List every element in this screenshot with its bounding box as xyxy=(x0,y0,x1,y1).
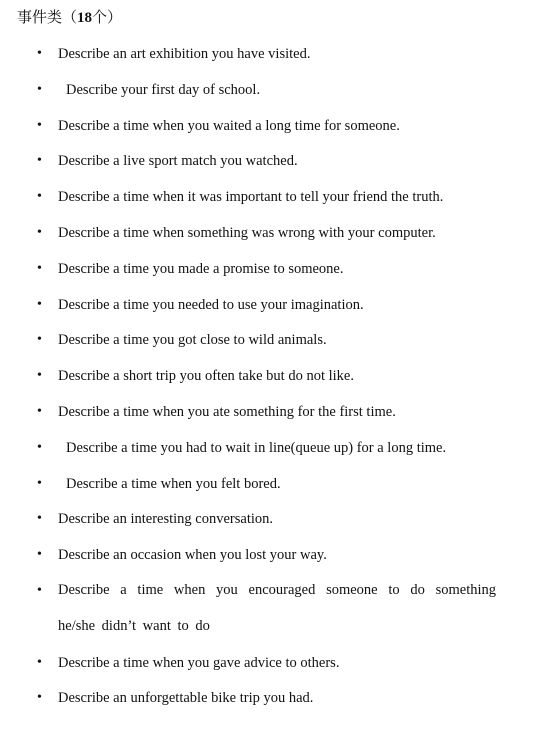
bullet-icon: • xyxy=(37,403,42,419)
list-item xyxy=(0,116,560,152)
list-item xyxy=(0,438,560,474)
bullet-icon: • xyxy=(37,582,42,598)
list-item-text: Describe a time when you ate something for the first time. xyxy=(58,403,396,420)
heading-suffix: 个） xyxy=(92,10,123,26)
list-item-text: Describe an unforgettable bike trip you had. xyxy=(58,690,314,707)
list-item xyxy=(0,80,560,116)
list-item-text: Describe a live sport match you watched. xyxy=(58,153,298,170)
list-item-text: Describe a short trip you often take but do not like. xyxy=(58,368,354,385)
list-item xyxy=(0,295,560,331)
list-item-text: Describe a time when something was wrong with your computer. xyxy=(58,224,436,241)
list-item xyxy=(0,223,560,259)
list-item xyxy=(0,509,560,545)
list-item-text: Describe your first day of school. xyxy=(66,81,261,98)
list-item-text: Describe a time when you encouraged someone to do something he/she didn’t want to do xyxy=(58,582,496,634)
list-item-text: Describe a time when you waited a long time for someone. xyxy=(58,117,400,134)
list-item xyxy=(0,151,560,187)
bullet-icon: • xyxy=(37,189,42,205)
section-heading xyxy=(17,8,122,28)
list-item xyxy=(0,581,560,653)
bullet-icon: • xyxy=(37,368,42,384)
bullet-icon: • xyxy=(37,654,42,670)
bullet-icon: • xyxy=(37,296,42,312)
list-item-text: Describe a time when you felt bored. xyxy=(66,475,281,492)
list-item-text: Describe an interesting conversation. xyxy=(58,511,274,528)
bullet-icon: • xyxy=(37,260,42,276)
list-item xyxy=(0,187,560,223)
topic-list xyxy=(0,44,560,724)
list-item-text: Describe a time you made a promise to someone. xyxy=(58,260,344,277)
bullet-icon: • xyxy=(37,475,42,491)
list-item xyxy=(0,474,560,510)
bullet-icon: • xyxy=(37,547,42,563)
list-item xyxy=(0,330,560,366)
list-item-text: Describe a time you got close to wild animals. xyxy=(58,332,327,349)
list-item xyxy=(0,402,560,438)
list-item xyxy=(0,366,560,402)
bullet-icon: • xyxy=(37,46,42,61)
list-item-text: Describe a time you needed to use your imagination. xyxy=(58,296,364,313)
list-item-text: Describe a time you had to wait in line(queue up) for a long time. xyxy=(66,439,447,456)
bullet-icon: • xyxy=(37,439,42,455)
list-item xyxy=(0,259,560,295)
bullet-icon: • xyxy=(37,81,42,97)
bullet-icon: • xyxy=(37,332,42,348)
list-item xyxy=(0,44,560,80)
bullet-icon: • xyxy=(37,511,42,527)
list-item-text: Describe an occasion when you lost your way. xyxy=(58,547,327,564)
bullet-icon: • xyxy=(37,690,42,706)
bullet-icon: • xyxy=(37,153,42,169)
bullet-icon: • xyxy=(37,224,42,240)
list-item xyxy=(0,653,560,689)
list-item-text: Describe a time when it was important to tell your friend the truth. xyxy=(58,189,444,206)
heading-count: 18 xyxy=(77,10,93,26)
heading-prefix: 事件类（ xyxy=(17,10,78,26)
list-item-text: Describe an art exhibition you have visited. xyxy=(58,46,311,62)
list-item xyxy=(0,688,560,724)
bullet-icon: • xyxy=(37,117,42,133)
list-item-text: Describe a time when you gave advice to others. xyxy=(58,654,340,671)
